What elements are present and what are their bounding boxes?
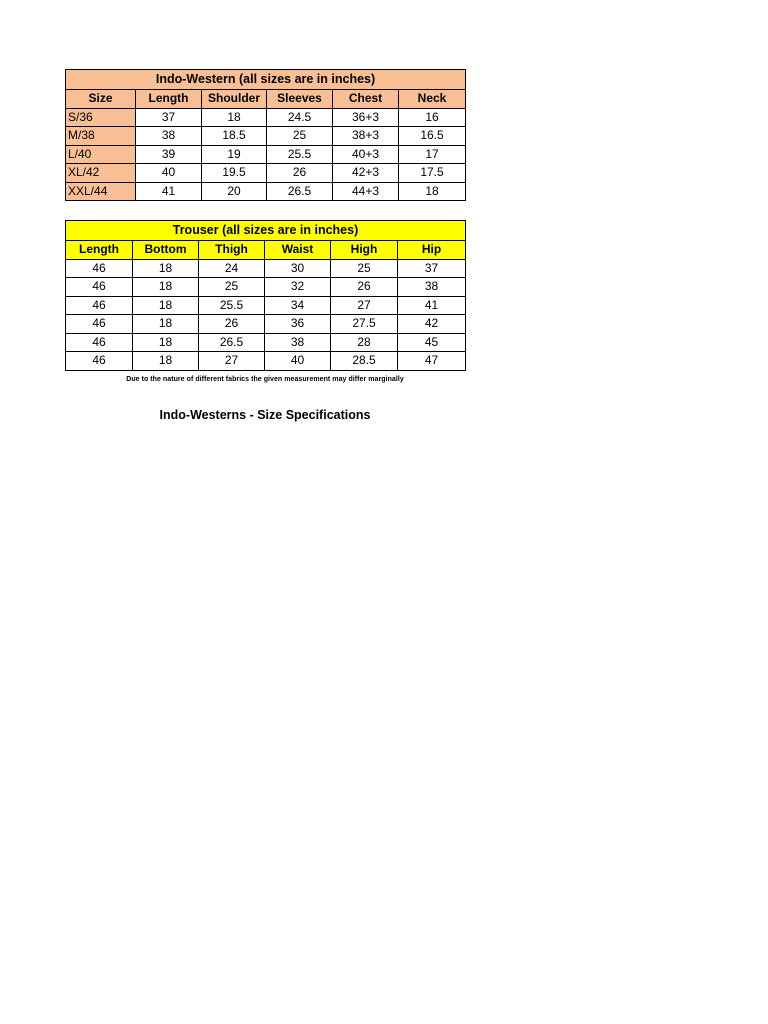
table-row xyxy=(66,259,466,278)
size-cell: L/40 xyxy=(66,145,136,164)
indo-western-table-title: Indo-Western (all sizes are in inches) xyxy=(66,70,466,90)
high-cell: 27.5 xyxy=(331,315,398,334)
chest-cell: 36+3 xyxy=(333,108,399,127)
hip-cell: 38 xyxy=(398,278,466,297)
sleeves-cell: 26 xyxy=(267,164,333,183)
column-header-high: High xyxy=(331,241,398,260)
table-header-row xyxy=(66,90,466,109)
size-cell: XXL/44 xyxy=(66,182,136,201)
sleeves-cell: 25 xyxy=(267,127,333,146)
waist-cell: 30 xyxy=(265,259,331,278)
trouser-size-table xyxy=(65,220,466,371)
thigh-cell: 27 xyxy=(199,352,265,371)
table-row xyxy=(66,164,466,183)
table-title-row xyxy=(66,70,466,90)
table-row xyxy=(66,296,466,315)
table-header-row xyxy=(66,241,466,260)
table-row xyxy=(66,108,466,127)
length-cell: 46 xyxy=(66,333,133,352)
neck-cell: 17.5 xyxy=(399,164,466,183)
length-cell: 46 xyxy=(66,278,133,297)
thigh-cell: 24 xyxy=(199,259,265,278)
table-row xyxy=(66,352,466,371)
table-row xyxy=(66,145,466,164)
bottom-cell: 18 xyxy=(133,278,199,297)
column-header-bottom: Bottom xyxy=(133,241,199,260)
chest-cell: 38+3 xyxy=(333,127,399,146)
shoulder-cell: 20 xyxy=(202,182,267,201)
trouser-table-title: Trouser (all sizes are in inches) xyxy=(66,221,466,241)
thigh-cell: 25.5 xyxy=(199,296,265,315)
high-cell: 26 xyxy=(331,278,398,297)
column-header-length: Length xyxy=(66,241,133,260)
hip-cell: 37 xyxy=(398,259,466,278)
high-cell: 28 xyxy=(331,333,398,352)
length-cell: 46 xyxy=(66,259,133,278)
column-header-chest: Chest xyxy=(333,90,399,109)
table-row xyxy=(66,333,466,352)
fabric-disclaimer-note: Due to the nature of different fabrics the given measurement may differ marginally xyxy=(126,376,404,383)
neck-cell: 18 xyxy=(399,182,466,201)
neck-cell: 16 xyxy=(399,108,466,127)
waist-cell: 40 xyxy=(265,352,331,371)
size-cell: S/36 xyxy=(66,108,136,127)
length-cell: 46 xyxy=(66,315,133,334)
chest-cell: 44+3 xyxy=(333,182,399,201)
hip-cell: 45 xyxy=(398,333,466,352)
length-cell: 38 xyxy=(136,127,202,146)
size-specifications-title: Indo-Westerns - Size Specifications xyxy=(159,408,371,422)
indo-western-size-table xyxy=(65,69,466,201)
column-header-shoulder: Shoulder xyxy=(202,90,267,109)
waist-cell: 38 xyxy=(265,333,331,352)
thigh-cell: 26 xyxy=(199,315,265,334)
shoulder-cell: 19.5 xyxy=(202,164,267,183)
neck-cell: 16.5 xyxy=(399,127,466,146)
bottom-cell: 18 xyxy=(133,259,199,278)
table-row xyxy=(66,278,466,297)
sleeves-cell: 24.5 xyxy=(267,108,333,127)
length-cell: 41 xyxy=(136,182,202,201)
waist-cell: 32 xyxy=(265,278,331,297)
column-header-size: Size xyxy=(66,90,136,109)
high-cell: 25 xyxy=(331,259,398,278)
length-cell: 46 xyxy=(66,296,133,315)
bottom-cell: 18 xyxy=(133,296,199,315)
column-header-length: Length xyxy=(136,90,202,109)
waist-cell: 36 xyxy=(265,315,331,334)
hip-cell: 42 xyxy=(398,315,466,334)
sleeves-cell: 25.5 xyxy=(267,145,333,164)
column-header-sleeves: Sleeves xyxy=(267,90,333,109)
table-row xyxy=(66,127,466,146)
bottom-cell: 18 xyxy=(133,333,199,352)
length-cell: 39 xyxy=(136,145,202,164)
size-cell: M/38 xyxy=(66,127,136,146)
bottom-cell: 18 xyxy=(133,315,199,334)
column-header-waist: Waist xyxy=(265,241,331,260)
chest-cell: 42+3 xyxy=(333,164,399,183)
table-row xyxy=(66,182,466,201)
length-cell: 37 xyxy=(136,108,202,127)
hip-cell: 41 xyxy=(398,296,466,315)
length-cell: 46 xyxy=(66,352,133,371)
table-row xyxy=(66,315,466,334)
high-cell: 28.5 xyxy=(331,352,398,371)
table-title-row xyxy=(66,221,466,241)
bottom-cell: 18 xyxy=(133,352,199,371)
neck-cell: 17 xyxy=(399,145,466,164)
length-cell: 40 xyxy=(136,164,202,183)
hip-cell: 47 xyxy=(398,352,466,371)
size-cell: XL/42 xyxy=(66,164,136,183)
shoulder-cell: 18.5 xyxy=(202,127,267,146)
shoulder-cell: 19 xyxy=(202,145,267,164)
column-header-thigh: Thigh xyxy=(199,241,265,260)
thigh-cell: 25 xyxy=(199,278,265,297)
waist-cell: 34 xyxy=(265,296,331,315)
column-header-hip: Hip xyxy=(398,241,466,260)
sleeves-cell: 26.5 xyxy=(267,182,333,201)
column-header-neck: Neck xyxy=(399,90,466,109)
shoulder-cell: 18 xyxy=(202,108,267,127)
chest-cell: 40+3 xyxy=(333,145,399,164)
thigh-cell: 26.5 xyxy=(199,333,265,352)
high-cell: 27 xyxy=(331,296,398,315)
